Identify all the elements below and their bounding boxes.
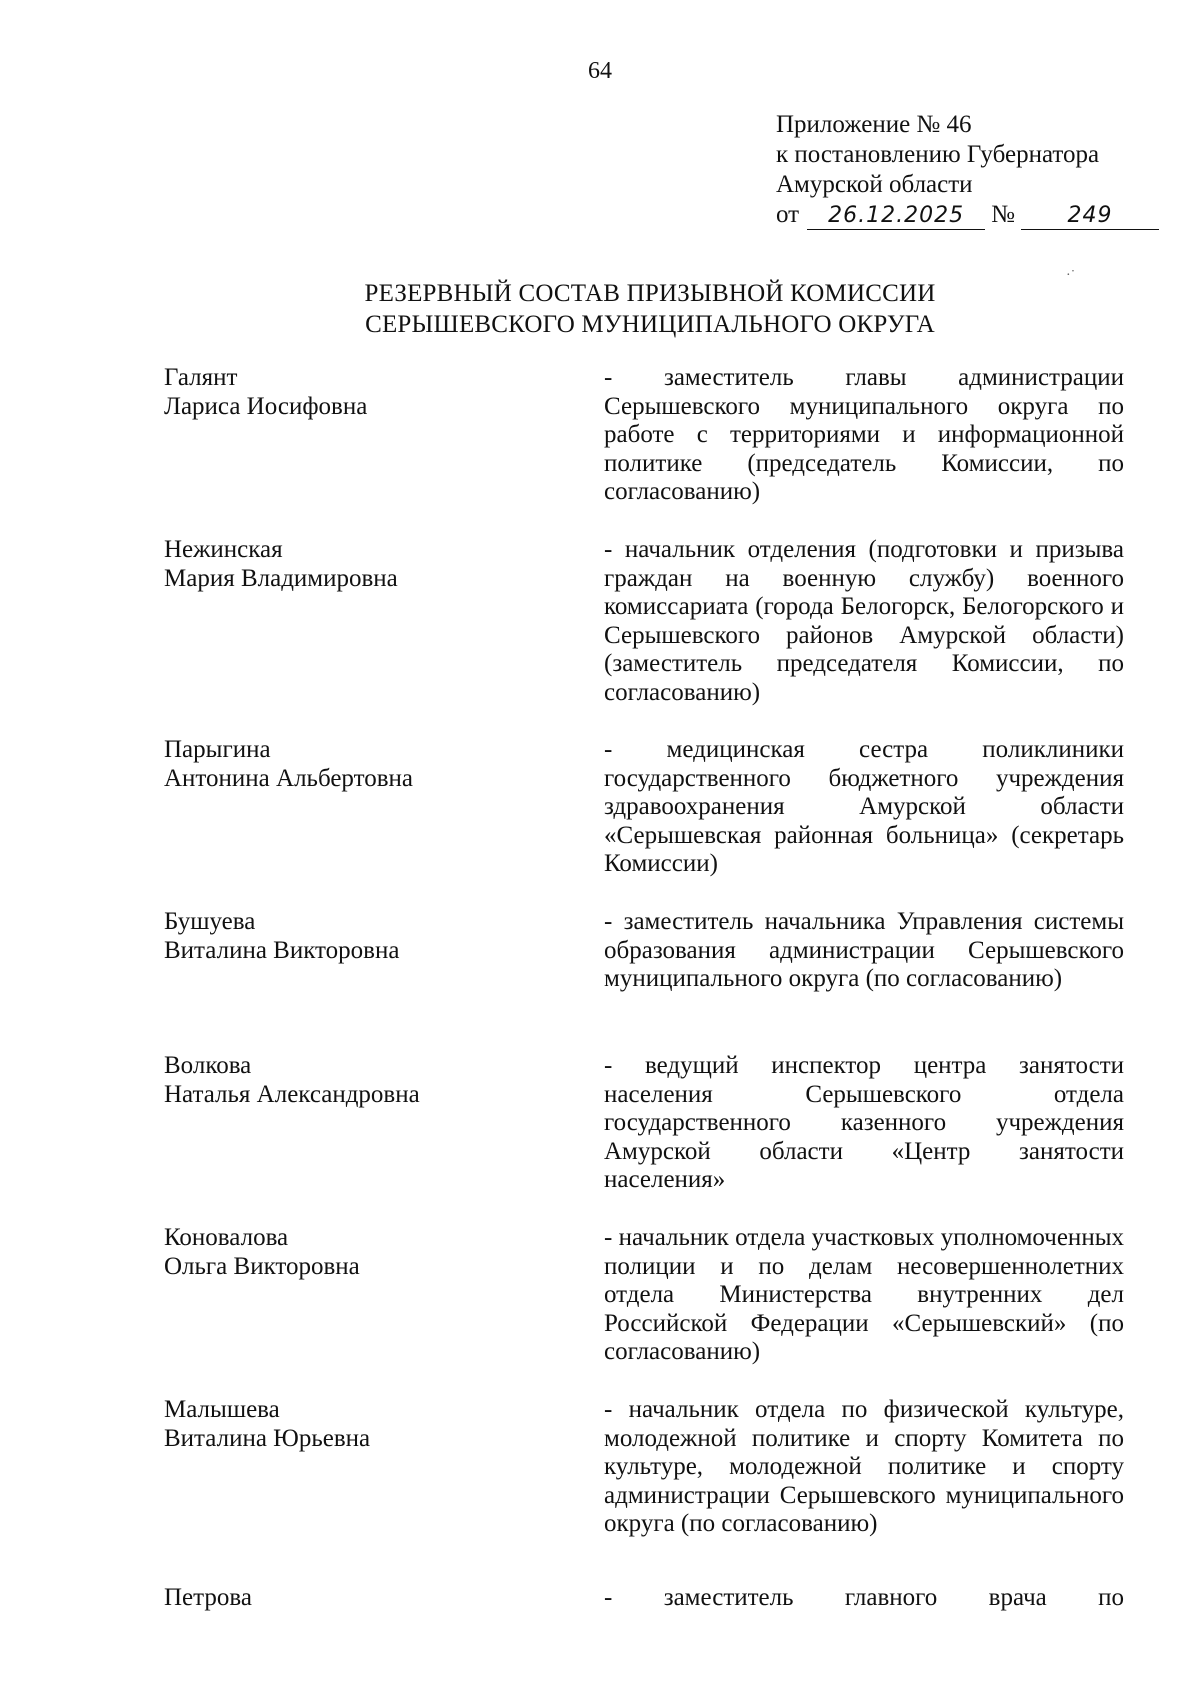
scan-speck: ·˙ (1066, 268, 1076, 283)
member-surname: Коновалова (164, 1224, 289, 1251)
member-role: - заместитель начальника Управления системы образования администрации Серышевского муниципального округа (по согласованию) (604, 908, 1124, 993)
handwritten-date: 26.12.2025 (807, 204, 985, 230)
page-number: 64 (588, 58, 612, 84)
member-name (164, 1224, 604, 1367)
appendix-line-1: Приложение № 46 (776, 111, 972, 138)
title-line-2: СЕРЫШЕВСКОГО МУНИЦИПАЛЬНОГО ОКРУГА (365, 311, 935, 338)
member-surname: Нежинская (164, 536, 283, 563)
member-row (164, 1052, 1124, 1195)
member-role: - медицинская сестра поликлиники государственного бюджетного учреждения здравоохранения Амурской области «Серышевская районная больница» (секретарь Комиссии) (604, 736, 1124, 878)
document-title (0, 278, 1200, 340)
member-row (164, 364, 1124, 507)
member-name (164, 1052, 604, 1195)
member-name (164, 736, 604, 879)
number-prefix: № (991, 201, 1015, 228)
member-surname: Галянт (164, 364, 238, 391)
member-role: - заместитель главы администрации Серышевского муниципального округа по работе с территориями и информационной политике (председатель Комиссии, по согласованию) (604, 364, 1124, 506)
member-surname: Петрова (164, 1584, 252, 1611)
member-name (164, 364, 604, 507)
member-given-names: Лариса Иосифовна (164, 392, 368, 420)
member-role: - начальник отдела по физической культуре, молодежной политике и спорту Комитета по культуре, молодежной политике и спорту администрации Серышевского муниципального округа (по согласованию) (604, 1396, 1124, 1538)
member-row (164, 536, 1124, 708)
member-surname: Бушуева (164, 908, 256, 935)
appendix-line-3: Амурской области (776, 171, 973, 198)
member-given-names: Виталина Викторовна (164, 936, 400, 964)
appendix-line-2: к постановлению Губернатора (776, 141, 1100, 168)
member-role: - ведущий инспектор центра занятости населения Серышевского отдела государственного казенного учреждения Амурской области «Центр занятости населения» (604, 1052, 1124, 1194)
member-row (164, 1584, 1124, 1613)
member-name (164, 1396, 604, 1539)
member-role: - заместитель главного врача по (604, 1584, 1124, 1611)
member-surname: Парыгина (164, 736, 271, 763)
member-row (164, 1396, 1124, 1539)
member-role: - начальник отдела участковых уполномоченных полиции и по делам несовершеннолетних отдела Министерства внутренних дел Российской Федерации «Серышевский» (по согласованию) (604, 1224, 1124, 1366)
member-given-names: Виталина Юрьевна (164, 1424, 371, 1452)
appendix-date-number-line (776, 200, 1159, 230)
member-name (164, 536, 604, 708)
member-surname: Малышева (164, 1396, 280, 1423)
member-name (164, 908, 604, 994)
member-row (164, 1224, 1124, 1367)
member-given-names: Ольга Викторовна (164, 1252, 360, 1280)
member-role: - начальник отделения (подготовки и призыва граждан на военную службу) военного комиссариата (города Белогорск, Белогорского и Серышевского районов Амурской области) (заместитель председателя Комиссии, по согласованию) (604, 536, 1124, 706)
member-given-names: Антонина Альбертовна (164, 764, 413, 792)
appendix-header (776, 110, 1159, 230)
member-surname: Волкова (164, 1052, 252, 1079)
handwritten-number: 249 (1021, 204, 1159, 230)
member-given-names: Мария Владимировна (164, 564, 398, 592)
member-row (164, 908, 1124, 994)
member-given-names: Наталья Александровна (164, 1080, 420, 1108)
member-name (164, 1584, 604, 1613)
date-prefix: от (776, 201, 800, 228)
title-line-1: РЕЗЕРВНЫЙ СОСТАВ ПРИЗЫВНОЙ КОМИССИИ (364, 280, 936, 307)
member-row (164, 736, 1124, 879)
